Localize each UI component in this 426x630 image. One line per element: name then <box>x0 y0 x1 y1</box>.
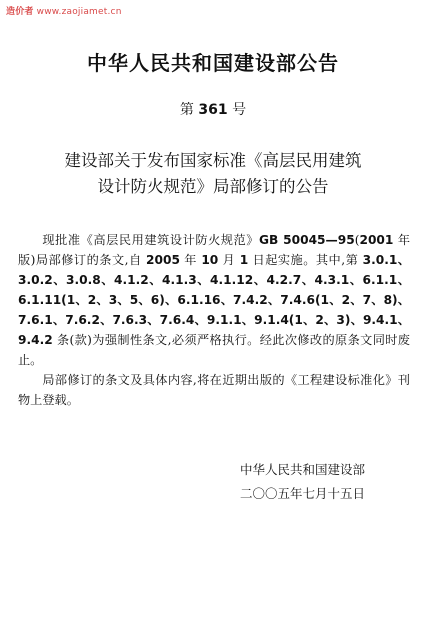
p1-effective-day: 1 <box>239 253 249 267</box>
announcement-subtitle <box>0 148 426 200</box>
p1-text-e: 月 <box>218 253 240 267</box>
document-number <box>0 99 426 119</box>
p1-text-f: 日起实施。其中,第 <box>248 253 363 267</box>
announcement-title: 中华人民共和国建设部公告 <box>87 51 339 75</box>
subtitle-line-2: 设计防火规范》局部修订的公告 <box>97 177 329 196</box>
signature-block <box>240 458 365 506</box>
body-paragraph-1 <box>18 230 410 370</box>
announcement-body <box>18 230 410 410</box>
p1-effective-year: 2005 <box>146 253 180 267</box>
p1-text-g: 条(款)为强制性条文,必须严格执行。经此次修改的原条文同时废止。 <box>18 333 410 367</box>
p1-standard-code: GB 50045—95 <box>259 233 355 247</box>
body-paragraph-2: 局部修订的条文及具体内容,将在近期出版的《工程建设标准化》刊物上登载。 <box>18 373 410 407</box>
p1-clause-list: 3.0.1、3.0.2、3.0.8、4.1.2、4.1.3、4.1.12、4.2.7、4.3.1、6.1.1、6.1.11(1、2、3、5、6)、6.1.16、7.4.2、7.4.6(1、2、7、8)、7.6.1、7.6.2、7.6.3、7.6.4、9.1.1、9.1.4(1、2、3)、9.4.1、9.4.2 <box>18 253 410 347</box>
watermark-site-url: www.zaojiamet.cn <box>36 7 122 17</box>
doc-number-suffix: 号 <box>232 102 247 118</box>
signature-date: 二〇〇五年七月十五日 <box>240 486 366 501</box>
p1-effective-month: 10 <box>201 253 219 267</box>
doc-number-prefix: 第 <box>179 102 194 118</box>
watermark-site-name: 造价者 <box>6 7 34 17</box>
p1-text-d: 年 <box>179 253 202 267</box>
p1-text-b: ( <box>354 233 360 247</box>
p1-edition-year: 2001 <box>359 233 394 247</box>
site-watermark <box>6 4 122 17</box>
p1-text-c: 年版)局部修订的条文,自 <box>18 233 411 267</box>
doc-number-value: 361 <box>198 102 228 118</box>
signature-org: 中华人民共和国建设部 <box>240 462 366 477</box>
subtitle-line-1: 建设部关于发布国家标准《高层民用建筑 <box>64 151 362 170</box>
p1-text-a: 现批准《高层民用建筑设计防火规范》 <box>42 233 260 247</box>
